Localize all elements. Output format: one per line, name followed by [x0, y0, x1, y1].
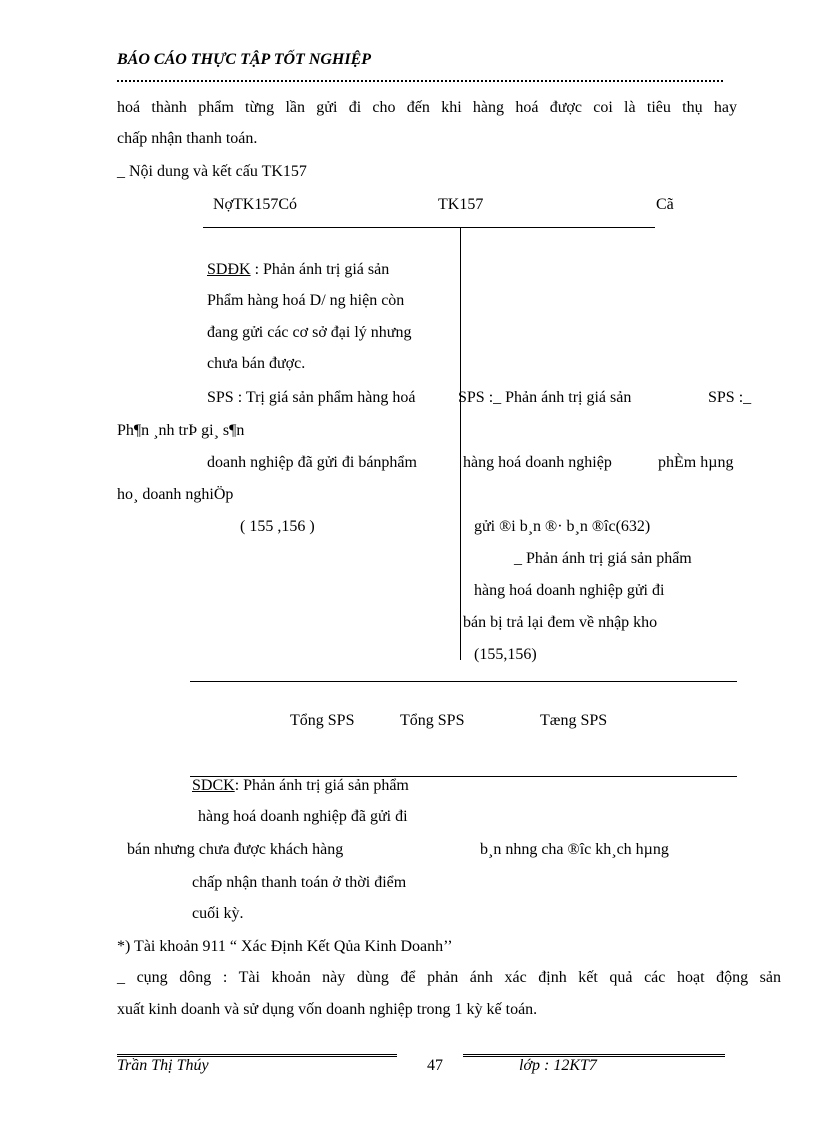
section-911-title: *) Tài khoản 911 “ Xác Định Kết Qủa Kinh Doanh’’ — [117, 938, 453, 955]
sps-left-line-1: SPS : Trị giá sản phẩm hàng hoá — [207, 389, 416, 406]
totals-top-rule — [190, 681, 737, 682]
section-911-line-2: xuất kinh doanh và sử dụng vốn doanh nghiệp trong 1 kỳ kế toán. — [117, 1001, 538, 1018]
intro-line-3: _ Nội dung và kết cấu TK157 — [117, 163, 307, 180]
sps-center-line-2: hàng hoá doanh nghiệp — [463, 454, 612, 471]
right-line-3: hàng hoá doanh nghiệp gửi đi — [474, 582, 665, 599]
sps-left-line-2: doanh nghiệp đã gửi đi bánphẩm — [207, 454, 417, 471]
footer-class: lớp : 12KT7 — [519, 1057, 597, 1074]
t-account-top-rule — [203, 227, 655, 228]
total-2: Tổng SPS — [400, 712, 465, 729]
section-911-line-1: _ cụng dông : Tài khoản này dùng để phản ánh xác định kết quả các hoạt động sản — [117, 969, 781, 986]
sdck-line-2: hàng hoá doanh nghiệp đã gửi đi — [198, 808, 408, 825]
intro-line-1: hoá thành phẩm từng lần gửi đi cho đến khi hàng hoá được coi là tiêu thụ hay — [117, 99, 737, 116]
sddk-line-3: đang gửi các cơ sở đại lý nhưng — [207, 324, 412, 341]
sdck-text-1: : Phản ánh trị giá sản phẩm — [234, 777, 409, 794]
sddk-line-2: Phẩm hàng hoá D/ ng hiện còn — [207, 292, 405, 309]
report-header-title: BÁO CÁO THỰC TẬP TỐT NGHIỆP — [117, 51, 372, 68]
sdck-line-4: chấp nhận thanh toán ở thời điểm — [192, 874, 407, 891]
sddk-label: SDĐK — [207, 261, 251, 278]
sddk-text-1: : Phản ánh trị giá sản — [250, 261, 390, 278]
sps-right-line-1: SPS :_ — [708, 389, 752, 406]
sps-right-line-2: phÈm hµng — [658, 454, 734, 471]
sdck-line-5: cuối kỳ. — [192, 905, 244, 922]
sps-center-line-1: SPS :_ Phản ánh trị giá sản — [458, 389, 632, 406]
intro-line-2: chấp nhận thanh toán. — [117, 130, 258, 147]
sdck-line-1 — [192, 778, 409, 794]
sdck-right: b¸n nhng cha ®îc kh¸ch hµng — [480, 841, 669, 858]
sddk-line-4: chưa bán được. — [207, 355, 306, 372]
t-account-header-left: NợTK157Có — [213, 196, 298, 213]
garbled-line-1: Ph¶n ¸nh trÞ gi¸ s¶n — [117, 422, 245, 439]
footer-page-number: 47 — [427, 1057, 443, 1074]
t-account-header-center: TK157 — [438, 196, 484, 213]
right-line-5: (155,156) — [474, 646, 537, 663]
t-account-header-right: Cã — [656, 196, 674, 213]
right-line-2: _ Phản ánh trị giá sản phẩm — [514, 550, 692, 567]
left-accounts: ( 155 ,156 ) — [240, 518, 315, 535]
right-line-1: gửi ®i b¸n ®· b¸n ®îc(632) — [474, 518, 651, 535]
sddk-line-1 — [207, 262, 389, 278]
footer-author: Trần Thị Thúy — [117, 1057, 209, 1074]
right-line-4: bán bị trả lại đem về nhập kho — [463, 614, 658, 631]
total-1: Tổng SPS — [290, 712, 355, 729]
total-3: Tæng SPS — [540, 712, 608, 729]
sdck-line-3: bán nhưng chưa được khách hàng — [127, 841, 344, 858]
sdck-label: SDCK — [192, 777, 235, 794]
t-account-vertical-rule — [460, 227, 461, 660]
header-dotted-rule — [117, 80, 723, 82]
garbled-line-2: ho¸ doanh nghiÖp — [117, 486, 234, 503]
